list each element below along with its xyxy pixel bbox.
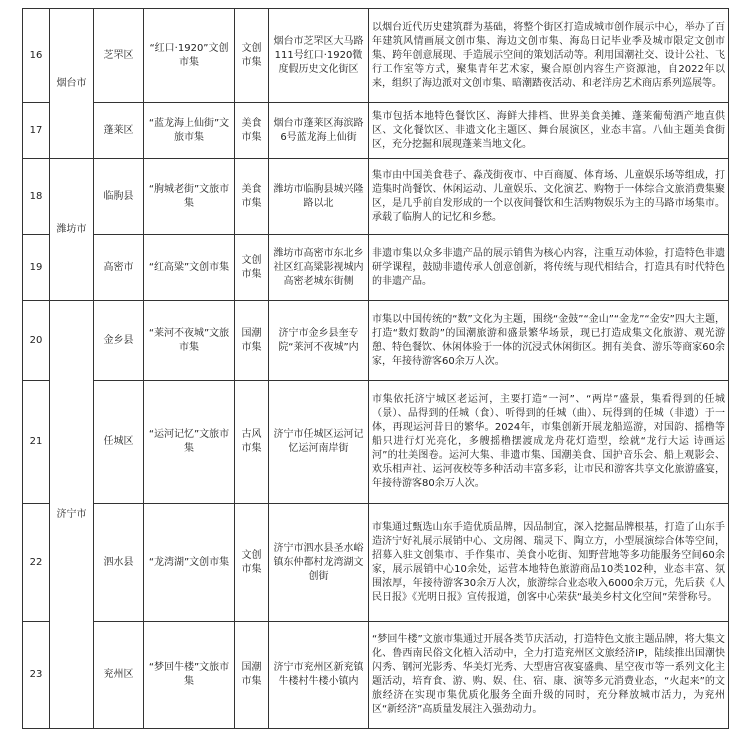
description-cell: 以烟台近代历史建筑群为基础，将整个街区打造成城市创作展示中心，举办了百年建筑风情画展文创市集、海边文创市集、海岛日记毕业季及城市限定文创市集、跨年创意展现、手造展示空间的策划活动等。利用国潮社交、设计公社、飞行工作室等方式，聚集青年艺术家，聚合原创内容生产资源池，自2022年以来，组织了海边派对文创市集、暗潮踏夜活动、和老洋房艺术商店系列巡展等。 (369, 9, 729, 103)
market-name-cell: “蓝龙海上仙街”文旅市集 (144, 103, 235, 159)
table-row (23, 103, 729, 159)
market-type-cell: 古风市集 (235, 381, 269, 504)
description-cell: 市集通过甄选山东手造优质品牌，因品制宜，深入挖掘品牌根基，打造了山东手造济宁好礼展示展销中心、文房阁、瑞灵下、陶立方，小型展演综合体等空间，招募入驻文创集市、手作集市、美食小吃街、知野营地等多功能服务空间60余家，展示展销中心10余处，运营本地特色旅游商品10类102种，业态丰富、氛围浓厚，年接待游客30余万人次，旅游综合业态收入6000余万元，先后获《人民日报》《光明日报》宣传报道，创客中心荣获“最美乡村文化空间”荣誉称号。 (369, 504, 729, 622)
description-cell: 集市包括本地特色餐饮区、海鲜大排档、世界美食美摊、蓬莱葡萄酒产地直供区、文化餐饮区、非遗文化主题区、舞台展演区，业态丰富。八仙主题美食街区，充分挖掘和展现蓬莱当地文化。 (369, 103, 729, 159)
table-row (23, 381, 729, 504)
county-cell: 芝罘区 (94, 9, 144, 103)
table-row (23, 504, 729, 622)
address-cell: 潍坊市临朐县城兴隆路以北 (269, 159, 369, 235)
county-cell: 高密市 (94, 235, 144, 301)
county-cell: 金乡县 (94, 301, 144, 381)
row-number: 17 (23, 103, 50, 159)
market-name-cell: “龙湾湖”文创市集 (144, 504, 235, 622)
county-cell: 泗水县 (94, 504, 144, 622)
table-row (23, 9, 729, 103)
market-type-cell: 国潮市集 (235, 301, 269, 381)
row-number: 22 (23, 504, 50, 622)
row-number: 19 (23, 235, 50, 301)
market-name-cell: “运河记忆”文旅市集 (144, 381, 235, 504)
address-cell: 烟台市芝罘区大马路111号红口·1920微度假历史文化街区 (269, 9, 369, 103)
county-cell: 任城区 (94, 381, 144, 504)
table-row (23, 301, 729, 381)
description-cell: 市集依托济宁城区老运河，主要打造“一河”、“两岸”盛景，集看得到的任城（景）、品得到的任城（食）、听得到的任城（曲）、玩得到的任城（非遗）于一体，再现运河昔日的繁华。2024年，市集创新开展龙船巡游，对国韵、摇橹等船只进行灯光亮化，多艘摇橹摆渡成龙舟花灯造型，绘就“龙行大运 诗画运河”的壮美图卷。运河大集、非遗市集、国潮美食、国护音乐会、船上观影会、欢乐相声社、运河夜校等多种活动丰富多彩，让市民和游客共享文化旅游盛宴，年接待游客80余万人次。 (369, 381, 729, 504)
address-cell: 烟台市蓬莱区海滨路6号蓝龙海上仙街 (269, 103, 369, 159)
market-name-cell: “红高粱”文创市集 (144, 235, 235, 301)
row-number: 21 (23, 381, 50, 504)
address-cell: 潍坊市高密市东北乡社区红高粱影视城内高密老城东街侧 (269, 235, 369, 301)
city-cell: 潍坊市 (50, 159, 94, 301)
address-cell: 济宁市金乡县奎专院“莱河不夜城”内 (269, 301, 369, 381)
market-type-cell: 文创市集 (235, 235, 269, 301)
county-cell: 临朐县 (94, 159, 144, 235)
table-row (23, 159, 729, 235)
description-cell: “梦回牛楼”文旅市集通过开展各类节庆活动，打造特色文旅主题品牌，将大集文化、鲁西南民俗文化植入活动中，全力打造兖州区文旅经济IP，陆续推出国潮快闪秀、钢河光影秀、华美灯光秀、大型唐宫夜宴盛典、星空夜市等一系列文化主题活动，培育食、游、购、娱、住、宿、康、演等多元消费业态，“火起来”的文旅经济在实现市集优质化服务全面升级的同时，充分释放城市活力，为兖州区“新经济”高质量发展注入强劲动力。 (369, 622, 729, 729)
market-type-cell: 国潮市集 (235, 622, 269, 729)
market-table (22, 8, 729, 729)
market-type-cell: 美食市集 (235, 159, 269, 235)
market-name-cell: “朐城老街”文旅市集 (144, 159, 235, 235)
row-number: 20 (23, 301, 50, 381)
table-row (23, 235, 729, 301)
market-name-cell: “莱河不夜城”文旅市集 (144, 301, 235, 381)
row-number: 18 (23, 159, 50, 235)
table-row (23, 622, 729, 729)
address-cell: 济宁市兖州区新兖镇牛楼村牛楼小镇内 (269, 622, 369, 729)
county-cell: 兖州区 (94, 622, 144, 729)
address-cell: 济宁市任城区运河记忆运河南岸街 (269, 381, 369, 504)
row-number: 23 (23, 622, 50, 729)
market-name-cell: “红口·1920”文创市集 (144, 9, 235, 103)
description-cell: 非遗市集以众多非遗产品的展示销售为核心内容，注重互动体验，打造特色非遗研学课程，鼓励非遗传承人创意创新，将传统与现代相结合，打造具有时代特色的非遗产品。 (369, 235, 729, 301)
city-cell: 烟台市 (50, 9, 94, 159)
market-name-cell: “梦回牛楼”文旅市集 (144, 622, 235, 729)
market-type-cell: 美食市集 (235, 103, 269, 159)
market-type-cell: 文创市集 (235, 9, 269, 103)
description-cell: 集市由中国美食巷子、淼茂街夜市、中百商厦、体育场、儿童娱乐场等组成，打造集时尚餐饮、休闲运动、儿童娱乐、文化演艺、购物于一体综合文旅消费集聚区，是几乎前自发形成的一个以夜间餐饮和生活购物娱乐为主的马路市场集市。承载了临朐人的记忆和乡愁。 (369, 159, 729, 235)
description-cell: 市集以中国传统的“数”文化为主题，围绕“金鼓”“金山”“金龙”“金安”四大主题，打造“数灯数韵”的国潮旅游和盛景繁华场景，现已打造成集文化旅游、观光游憩、特色餐饮、休闲体验于一体的沉浸式休闲街区。拥有美食、游乐等商家60余家，年接待游客60余万人次。 (369, 301, 729, 381)
market-type-cell: 文创市集 (235, 504, 269, 622)
address-cell: 济宁市泗水县圣水峪镇东仲都村龙湾湖文创街 (269, 504, 369, 622)
city-cell: 济宁市 (50, 301, 94, 729)
row-number: 16 (23, 9, 50, 103)
county-cell: 蓬莱区 (94, 103, 144, 159)
